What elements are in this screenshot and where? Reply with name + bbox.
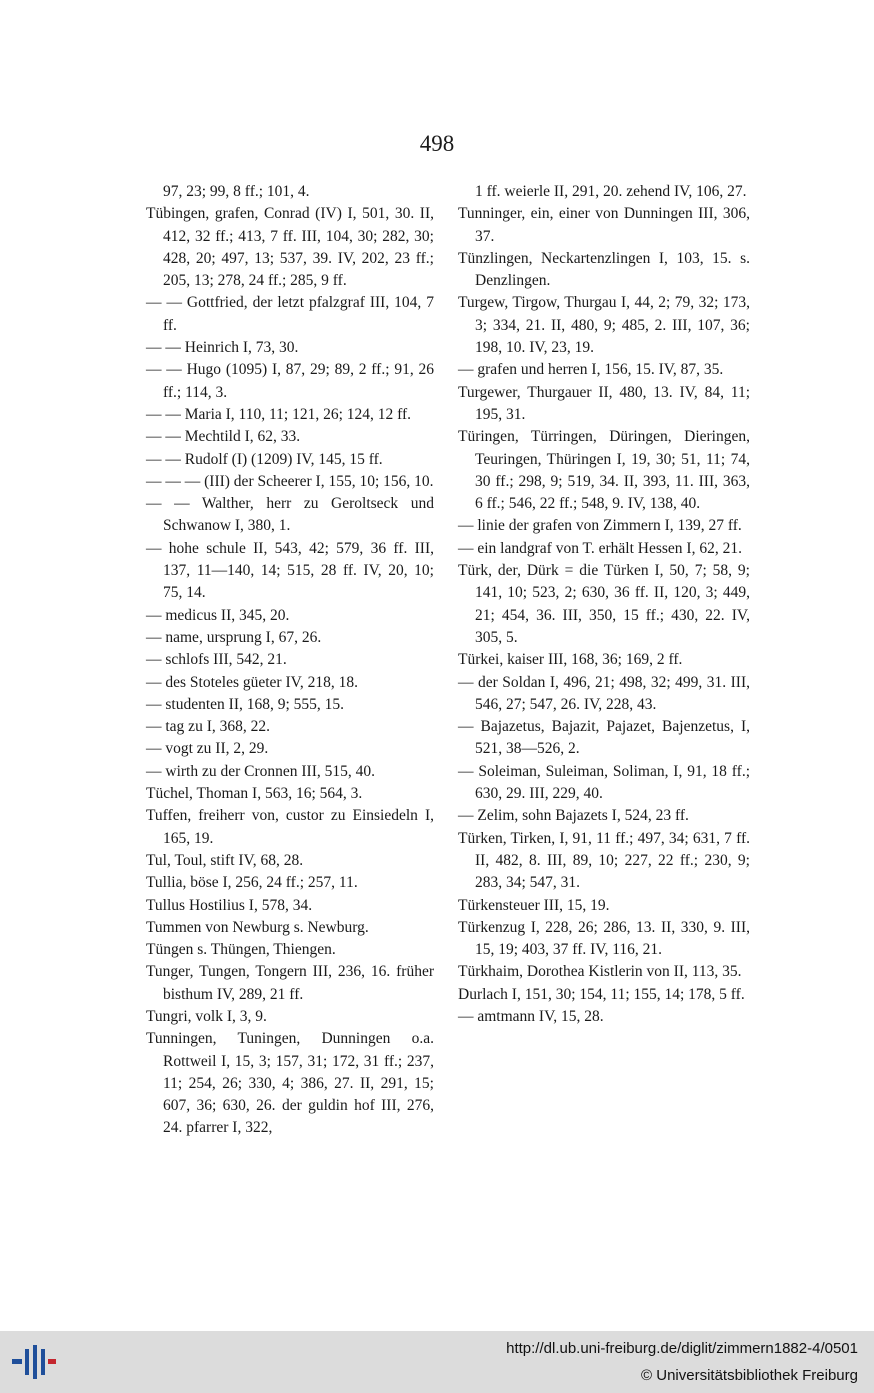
index-entry: Türkenzug I, 228, 26; 286, 13. II, 330, 9. III, 15, 19; 403, 37 ff. IV, 116, 21. [458, 918, 750, 959]
index-entry: Turgew, Tirgow, Thurgau I, 44, 2; 79, 32; 173, 3; 334, 21. II, 480, 9; 485, 2. III, 107, 36; 198, 10. IV, 23, 19. [458, 294, 750, 357]
index-entry: — — Walther, herr zu Geroltseck und Schwanow I, 380, 1. [146, 495, 434, 535]
index-entry: — tag zu I, 368, 22. [146, 718, 270, 736]
index-entry: — vogt zu II, 2, 29. [146, 740, 269, 758]
index-entry: 97, 23; 99, 8 ff.; 101, 4. [163, 183, 310, 200]
page-number: 498 [419, 131, 455, 156]
index-entry: — hohe schule II, 543, 42; 579, 36 ff. III, 137, 11—140, 14; 515, 28 ff. IV, 20, 10; 75, 14. [146, 539, 434, 602]
index-entry: — amtmann IV, 15, 28. [458, 1007, 604, 1025]
index-entry: Türkei, kaiser III, 168, 36; 169, 2 ff. [458, 651, 683, 669]
index-entry: Tunningen, Tuningen, Dunningen o.a. Rottweil I, 15, 3; 157, 31; 172, 31 ff.; 237, 11; 254, 26; 330, 4; 386, 27. II, 291, 15; 607, 36; 630, 26. der guldin hof III, 276, 24. pfarrer I, 322, [146, 1030, 434, 1137]
index-entry: Turgewer, Thurgauer II, 480, 13. IV, 84, 11; 195, 31. [458, 383, 750, 423]
index-entry: Tüchel, Thoman I, 563, 16; 564, 3. [146, 785, 363, 803]
index-entry: Tullus Hostilius I, 578, 34. [146, 896, 313, 914]
index-entry: — wirth zu der Cronnen III, 515, 40. [146, 762, 376, 780]
index-entry: — Zelim, sohn Bajazets I, 524, 23 ff. [458, 807, 689, 825]
index-entry: — — Mechtild I, 62, 33. [146, 428, 301, 446]
index-entry: — studenten II, 168, 9; 555, 15. [146, 695, 345, 713]
index-entry: — ein landgraf von T. erhält Hessen I, 62, 21. [458, 539, 742, 557]
footer-copyright: © Universitätsbibliothek Freiburg [641, 1367, 858, 1384]
index-entry: Tübingen, grafen, Conrad (IV) I, 501, 30. II, 412, 32 ff.; 413, 7 ff. III, 104, 30; 282, 30; 428, 20; 497, 13; 537, 39. IV, 202, 23 ff.; 205, 13; 278, 24 ff.; 285, 9 ff. [146, 205, 434, 290]
index-entry: — — — (III) der Scheerer I, 155, 10; 156, 10. [146, 472, 434, 490]
index-entry: — — Hugo (1095) I, 87, 29; 89, 2 ff.; 91, 26 ff.; 114, 3. [146, 361, 434, 401]
index-entry: Tüngen s. Thüngen, Thiengen. [146, 941, 336, 959]
index-entry: — — Maria I, 110, 11; 121, 26; 124, 12 ff. [146, 405, 412, 423]
index-entry: Tullia, böse I, 256, 24 ff.; 257, 11. [146, 874, 358, 892]
index-entry: — Bajazetus, Bajazit, Pajazet, Bajenzetus, I, 521, 38—526, 2. [458, 718, 750, 758]
left-column [146, 181, 434, 1140]
index-entry: — grafen und herren I, 156, 15. IV, 87, 35. [458, 361, 724, 379]
index-entry: Tungri, volk I, 3, 9. [146, 1007, 267, 1025]
index-entry: — medicus II, 345, 20. [146, 606, 290, 624]
index-entry: Türken, Tirken, I, 91, 11 ff.; 497, 34; 631, 7 ff. II, 482, 8. III, 89, 10; 227, 22 ff.; 230, 9; 283, 34; 547, 31. [458, 829, 750, 892]
index-entry: Durlach I, 151, 30; 154, 11; 155, 14; 178, 5 ff. [458, 985, 745, 1003]
index-entry: — — Rudolf (I) (1209) IV, 145, 15 ff. [146, 450, 383, 468]
index-entry: Türingen, Türringen, Düringen, Dieringen, Teuringen, Thüringen I, 19, 30; 51, 11; 74, 30 ff.; 298, 9; 519, 34. II, 393, 11. III, 363, 6 ff.; 546, 22 ff.; 548, 9. IV, 138, 40. [458, 428, 750, 513]
index-entry: — der Soldan I, 496, 21; 498, 32; 499, 31. III, 546, 27; 547, 26. IV, 228, 43. [458, 673, 750, 713]
footer-bar [0, 1331, 874, 1393]
index-entry: — linie der grafen von Zimmern I, 139, 27 ff. [458, 517, 742, 535]
index-entry: 1 ff. weierle II, 291, 20. zehend IV, 106, 27. [475, 183, 747, 200]
index-entry: Türkensteuer III, 15, 19. [458, 896, 610, 914]
index-entry: — — Heinrich I, 73, 30. [146, 339, 299, 357]
index-entry: — — Gottfried, der letzt pfalzgraf III, 104, 7 ff. [146, 294, 434, 334]
ub-freiburg-logo-icon[interactable] [10, 1341, 56, 1383]
index-entry: Tummen von Newburg s. Newburg. [146, 918, 369, 936]
right-column [458, 181, 750, 1028]
footer-url-link[interactable]: http://dl.ub.uni-freiburg.de/diglit/zimmern1882-4/0501 [506, 1340, 858, 1357]
index-entry: Tuffen, freiherr von, custor zu Einsiedeln I, 165, 19. [146, 807, 434, 847]
index-entry: Tunger, Tungen, Tongern III, 236, 16. früher bisthum IV, 289, 21 ff. [146, 963, 434, 1003]
index-entry: — name, ursprung I, 67, 26. [146, 628, 322, 646]
index-entry: — Soleiman, Suleiman, Soliman, I, 91, 18 ff.; 630, 29. III, 229, 40. [458, 762, 750, 803]
index-entry: Tünzlingen, Neckartenzlingen I, 103, 15. s. Denzlingen. [458, 249, 750, 290]
index-entry: — des Stoteles güeter IV, 218, 18. [146, 673, 358, 691]
index-entry: Türk, der, Dürk = die Türken I, 50, 7; 58, 9; 141, 10; 523, 2; 630, 36 ff. II, 120, 3; 449, 21; 454, 36. III, 350, 15 ff.; 430, 22. IV, 305, 5. [458, 562, 750, 646]
index-entry: — schlofs III, 542, 21. [146, 651, 287, 669]
index-entry: Tunninger, ein, einer von Dunningen III, 306, 37. [458, 205, 750, 245]
index-entry: Türkhaim, Dorothea Kistlerin von II, 113, 35. [458, 963, 742, 981]
index-entry: Tul, Toul, stift IV, 68, 28. [146, 851, 304, 869]
